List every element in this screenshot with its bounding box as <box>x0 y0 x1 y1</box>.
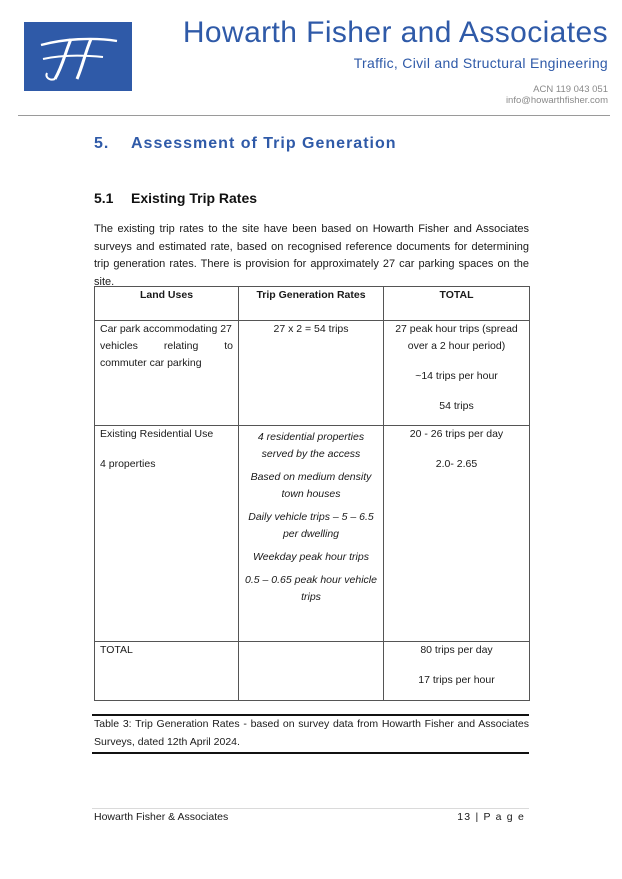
total-text: 80 trips per day <box>420 644 493 656</box>
land-use-line: Existing Residential Use <box>100 428 214 440</box>
land-use-line: TOTAL <box>100 644 133 656</box>
land-use-line: commuter car parking <box>100 357 202 369</box>
land-use-cell <box>95 642 239 701</box>
table-caption: Table 3: Trip Generation Rates - based on survey data from Howarth Fisher and Associates Surveys, dated 12th April 2024. <box>94 718 529 748</box>
table-row <box>95 321 530 426</box>
rate-text: Daily vehicle trips – 5 – 6.5 per dwelling <box>248 511 374 540</box>
land-use-cell <box>95 321 239 426</box>
rate-text: 0.5 – 0.65 peak hour vehicle trips <box>245 574 377 603</box>
land-use-word: relating <box>163 340 199 352</box>
total-cell <box>384 426 530 642</box>
total-text: 17 trips per hour <box>418 674 495 686</box>
land-use-word: vehicles <box>100 340 138 352</box>
acn-number: ACN 119 043 051 <box>533 84 608 95</box>
company-logo <box>24 22 132 91</box>
header-total: TOTAL <box>384 287 530 321</box>
total-text: 27 peak hour trips (spread over a 2 hour period) <box>395 323 518 352</box>
rate-text: 27 x 2 = 54 trips <box>273 323 349 335</box>
rate-cell <box>239 642 384 701</box>
total-text: 20 - 26 trips per day <box>409 428 504 440</box>
hf-monogram-icon <box>33 29 123 85</box>
land-use-line: Car park accommodating 27 <box>100 323 232 335</box>
subsection-title: Existing Trip Rates <box>131 190 258 206</box>
company-name: Howarth Fisher and Associates <box>182 16 608 49</box>
land-use-line: 4 properties <box>100 458 156 470</box>
land-use-line <box>100 338 233 355</box>
subsection-heading <box>94 190 257 206</box>
page-number: 13 | P a g e <box>457 811 525 823</box>
header-divider <box>18 115 610 116</box>
rate-cell <box>239 426 384 642</box>
footer-company: Howarth Fisher & Associates <box>94 811 229 823</box>
rate-text: 4 residential properties served by the access <box>257 431 365 460</box>
subsection-number: 5.1 <box>94 190 114 206</box>
land-use-word: to <box>224 340 233 352</box>
rate-cell <box>239 321 384 426</box>
table-row <box>95 426 530 642</box>
total-text: ~14 trips per hour <box>415 370 498 382</box>
total-cell <box>384 321 530 426</box>
table-header-row <box>95 287 530 321</box>
total-cell <box>384 642 530 701</box>
caption-bottom-rule <box>92 752 529 754</box>
rate-text: Based on medium density town houses <box>250 471 372 500</box>
total-text: 2.0- 2.65 <box>435 458 478 470</box>
section-title: Assessment of Trip Generation <box>131 135 397 152</box>
table-row <box>95 642 530 701</box>
land-use-cell <box>95 426 239 642</box>
company-tagline: Traffic, Civil and Structural Engineering <box>353 55 608 71</box>
section-heading <box>94 135 397 153</box>
header-trip-generation-rates: Trip Generation Rates <box>239 287 384 321</box>
section-number: 5. <box>94 135 110 152</box>
footer-divider <box>92 808 529 809</box>
intro-paragraph: The existing trip rates to the site have been based on Howarth Fisher and Associates surveys and estimated rate, based on recognised reference documents for determining trip generation rates. There is provision for approximately 27 car parking spaces on the site. <box>94 223 529 288</box>
header-land-uses: Land Uses <box>95 287 239 321</box>
trip-generation-table <box>94 286 530 701</box>
rate-text: Weekday peak hour trips <box>253 551 369 563</box>
contact-email: info@howarthfisher.com <box>505 95 608 106</box>
total-text: 54 trips <box>439 400 474 412</box>
